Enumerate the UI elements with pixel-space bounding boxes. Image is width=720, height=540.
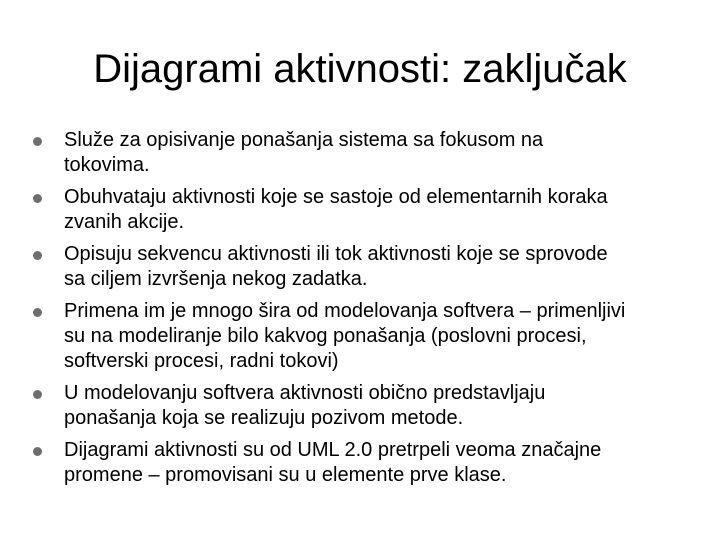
- bullet-text-line: softverski procesi, radni tokovi): [64, 350, 339, 372]
- bullet-text-line: sa ciljem izvršenja nekog zadatka.: [64, 268, 368, 290]
- bullet-item: [30, 299, 690, 374]
- bullet-text-line: promene – promovisani su u elemente prve klase.: [64, 464, 507, 486]
- bullet-item: [30, 381, 690, 431]
- bullet-text-line: U modelovanju softvera aktivnosti obično predstavljaju: [64, 382, 546, 404]
- bullet-item: [30, 438, 690, 488]
- bullet-dot-icon: [33, 390, 42, 399]
- bullet-text-line: Obuhvataju aktivnosti koje se sastoje od elementarnih koraka: [64, 186, 608, 208]
- bullet-dot-icon: [33, 251, 42, 260]
- bullet-text-line: su na modeliranje bilo kakvog ponašanja (poslovni procesi,: [64, 325, 587, 347]
- slide-title: Dijagrami aktivnosti: zaključak: [93, 47, 627, 91]
- bullet-item: [30, 128, 690, 178]
- bullet-dot-icon: [33, 194, 42, 203]
- bullet-dot-icon: [33, 447, 42, 456]
- bullet-text-line: ponašanja koja se realizuju pozivom metode.: [64, 407, 464, 429]
- bullet-text-line: Primena im je mnogo šira od modelovanja softvera – primenljivi: [64, 300, 626, 322]
- bullet-item: [30, 242, 690, 292]
- bullet-dot-icon: [33, 137, 42, 146]
- bullet-text-line: Opisuju sekvencu aktivnosti ili tok aktivnosti koje se sprovode: [64, 243, 608, 265]
- bullet-text-line: tokovima.: [64, 154, 150, 176]
- bullet-list: [30, 128, 690, 495]
- bullet-text-line: Služe za opisivanje ponašanja sistema sa fokusom na: [64, 129, 544, 151]
- bullet-text-line: Dijagrami aktivnosti su od UML 2.0 pretrpeli veoma značajne: [64, 439, 602, 461]
- bullet-item: [30, 185, 690, 235]
- bullet-dot-icon: [33, 308, 42, 317]
- bullet-text-line: zvanih akcije.: [64, 211, 185, 233]
